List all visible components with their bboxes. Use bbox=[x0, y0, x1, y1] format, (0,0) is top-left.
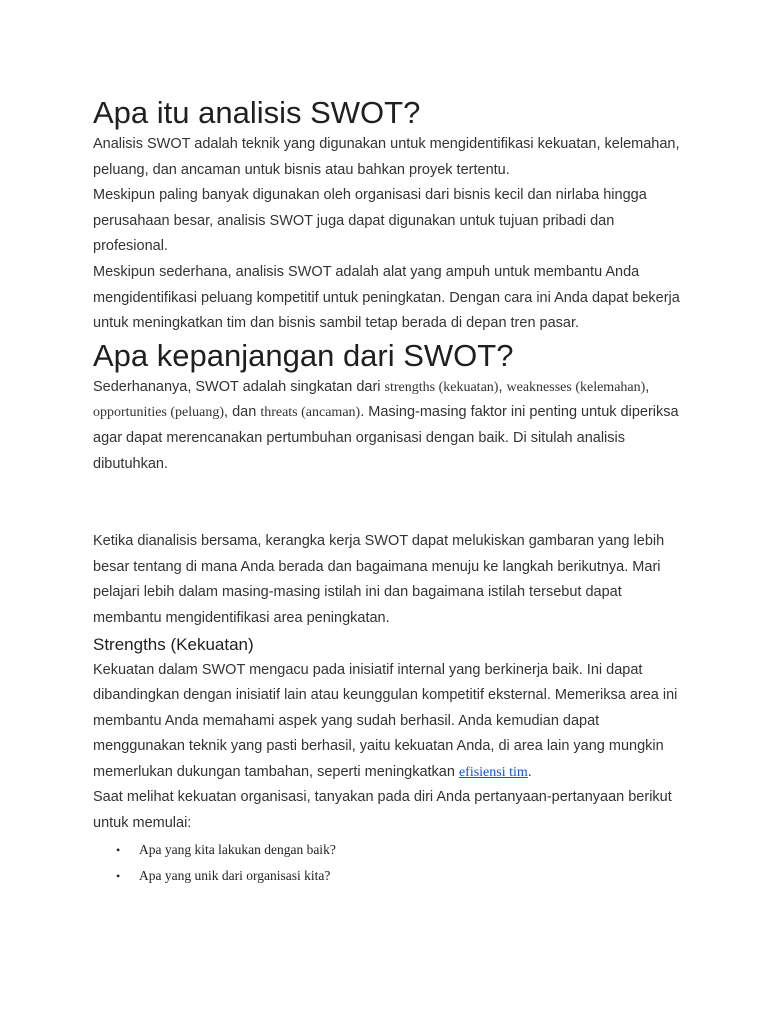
heading-strengths: Strengths (Kekuatan) bbox=[93, 634, 254, 654]
heading-swot-acronym: Apa kepanjangan dari SWOT? bbox=[93, 337, 514, 373]
paragraph-strengths-description bbox=[93, 658, 683, 786]
separator-text: , bbox=[498, 378, 507, 395]
paragraph-swot-framework: Ketika dianalisis bersama, kerangka kerja SWOT dapat melukiskan gambaran yang lebih besar tentang di mana Anda berada dan bagaimana menuju ke langkah berikutnya. Mari pelajari lebih dalam masing-masing istilah ini dan bagaimana istilah tersebut dapat membantu mengidentifikasi area peningkatan. bbox=[93, 533, 665, 626]
strengths-question-list bbox=[93, 837, 683, 889]
acronym-intro-text: Sederhananya, SWOT adalah singkatan dari bbox=[93, 378, 385, 395]
acronym-rest-text: . Masing-masing faktor ini penting untuk diperiksa agar dapat merencanakan pertumbuhan organisasi dengan baik. Di situlah analisis dibutuhkan. bbox=[93, 404, 679, 472]
paragraph-strengths-questions: Saat melihat kekuatan organisasi, tanyakan pada diri Anda pertanyaan-pertanyaan berikut untuk memulai: bbox=[93, 789, 672, 832]
paragraph-swot-usage: Meskipun paling banyak digunakan oleh organisasi dari bisnis kecil dan nirlaba hingga perusahaan besar, analisis SWOT juga dapat digunakan untuk tujuan pribadi dan profesional. bbox=[93, 187, 647, 255]
list-item: • Apa yang unik dari organisasi kita? bbox=[139, 863, 683, 889]
blank-spacer bbox=[93, 477, 683, 529]
term-threats: threats (ancaman) bbox=[260, 405, 361, 421]
term-strengths: strengths (kekuatan) bbox=[384, 379, 499, 395]
separator-text: , bbox=[645, 378, 650, 395]
paragraph-swot-acronym bbox=[93, 375, 683, 477]
strengths-text-end: . bbox=[527, 763, 532, 780]
strengths-text: Kekuatan dalam SWOT mengacu pada inisiatif internal yang berkinerja baik. Ini dapat dibandingkan dengan inisiatif lain atau keunggulan kompetitif eksternal. Memeriksa area ini membantu Anda memahami aspek yang sudah berhasil. Anda kemudian dapat menggunakan teknik yang pasti berhasil, yaitu kekuatan Anda, di area lain yang mungkin memerlukan dukungan tambahan, seperti meningkatkan bbox=[93, 661, 678, 780]
list-item: • Apa yang kita lakukan dengan baik? bbox=[139, 837, 683, 863]
paragraph-swot-benefit: Meskipun sederhana, analisis SWOT adalah alat yang ampuh untuk membantu Anda mengidentifikasi peluang kompetitif untuk peningkatan. Dengan cara ini Anda dapat bekerja untuk meningkatkan tim dan bisnis sambil tetap berada di depan tren pasar. bbox=[93, 263, 680, 332]
document-page bbox=[93, 94, 683, 889]
paragraph-swot-definition: Analisis SWOT adalah teknik yang digunakan untuk mengidentifikasi kekuatan, kelemahan, peluang, dan ancaman untuk bisnis atau bahkan proyek tertentu. bbox=[93, 136, 680, 178]
separator-text: , dan bbox=[224, 404, 261, 421]
term-opportunities: opportunities (peluang) bbox=[93, 405, 225, 421]
term-weaknesses: weaknesses (kelemahan) bbox=[506, 379, 646, 395]
link-team-efficiency[interactable]: efisiensi tim bbox=[458, 764, 528, 780]
heading-what-is-swot: Apa itu analisis SWOT? bbox=[93, 95, 421, 130]
